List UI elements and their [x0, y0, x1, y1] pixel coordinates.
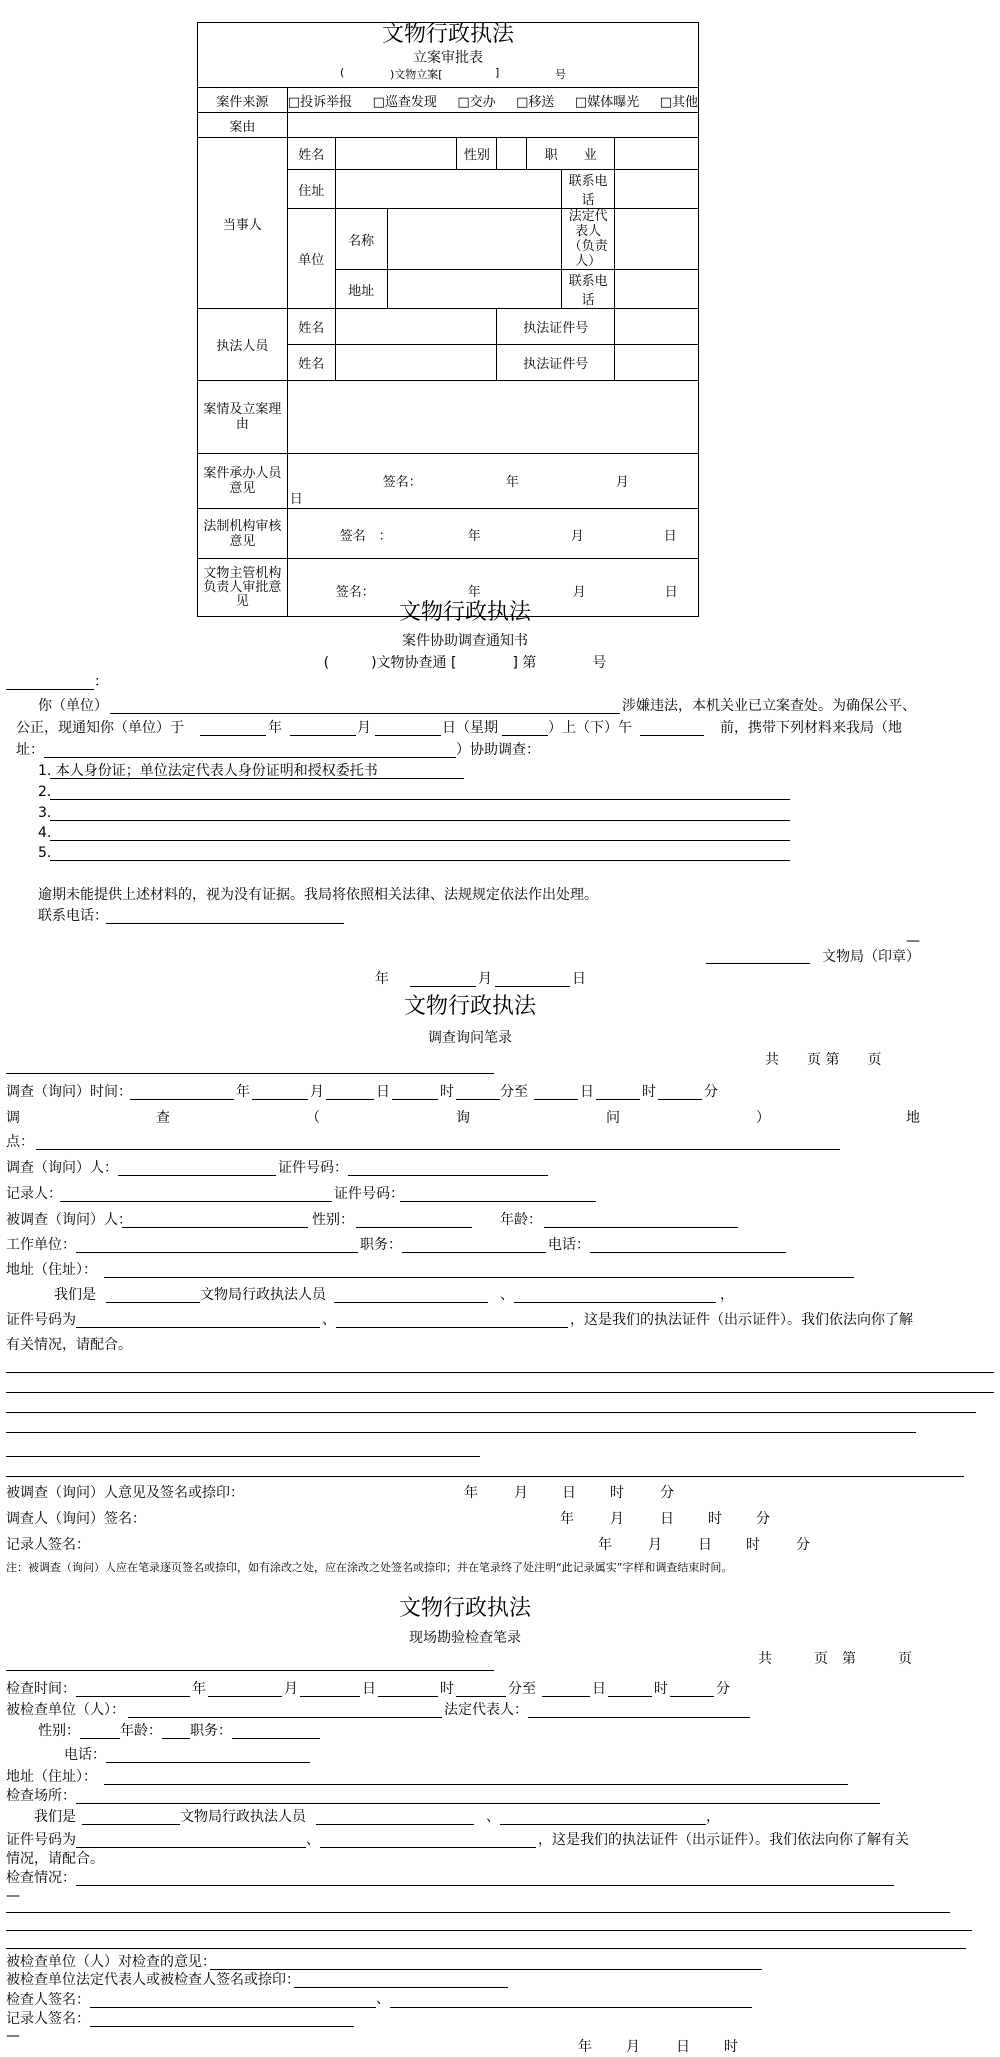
- s3-please: 有关情况，请配合。: [6, 1337, 132, 1353]
- s4-situation: 检查情况：: [6, 1870, 76, 1886]
- party-phone-field[interactable]: [615, 170, 699, 209]
- s2-item-3: 3.: [38, 805, 52, 821]
- review-day: 日: [663, 529, 677, 544]
- s3-op-h: 时: [610, 1485, 624, 1501]
- source-complaint[interactable]: □投诉举报: [287, 94, 353, 110]
- s2-phone-field[interactable]: [106, 923, 344, 924]
- s3-inv-m: 月: [610, 1511, 624, 1527]
- s1-docno-no: 号: [555, 68, 566, 81]
- handler-opinion-field[interactable]: [287, 454, 698, 509]
- s3-inv-h: 时: [708, 1511, 722, 1527]
- party-address-label: 住址: [287, 170, 335, 209]
- legal-review-field[interactable]: [287, 509, 698, 559]
- review-year: 年: [467, 529, 481, 544]
- s4-comma: ，: [706, 1809, 720, 1825]
- s4-sep: 、: [486, 1809, 500, 1825]
- unit-name-label: 名称: [335, 209, 387, 270]
- s2-p3a: 址：: [16, 742, 44, 758]
- s3-bureau: 文物局行政执法人员: [200, 1287, 326, 1303]
- s4-gender: 性别：: [38, 1723, 80, 1739]
- s2-p2a: 公正，现通知你（单位）于: [16, 720, 184, 736]
- s4-site: 检查场所：: [6, 1788, 76, 1804]
- party-occupation-field[interactable]: [615, 138, 699, 170]
- s4-time-min: 分至: [508, 1681, 536, 1697]
- s3-sep: 、: [500, 1287, 514, 1303]
- party-occupation-label: 职 业: [527, 138, 615, 170]
- s1-header-box: [197, 22, 699, 87]
- s4-age: 年龄：: [120, 1723, 162, 1739]
- handler-day: 日: [289, 492, 303, 507]
- s2-item-4: 4.: [38, 825, 52, 841]
- s3-workplace: 工作单位：: [6, 1237, 76, 1253]
- s4-checker-sign: 检查人签名：: [6, 1992, 90, 2008]
- legal-rep-field[interactable]: [615, 209, 699, 270]
- unit-name-field[interactable]: [387, 209, 562, 270]
- s2-item-1: 1. 本人身份证；单位法定代表人身份证明和授权委托书: [38, 763, 378, 779]
- s2-p2-year: 年: [268, 720, 282, 736]
- s3-interviewee: 被调查（询问）人：: [6, 1212, 132, 1228]
- s2-title: 文物行政执法: [398, 600, 531, 625]
- party-phone-label: 联系电话: [562, 170, 615, 209]
- s2-suspect-field[interactable]: [110, 713, 620, 714]
- party-gender-field[interactable]: [497, 138, 527, 170]
- s2-phone-label: 联系电话：: [38, 908, 108, 924]
- s3-comma: ，: [720, 1287, 734, 1303]
- s1-subtitle: 立案审批表: [413, 50, 483, 66]
- s3-op-d: 日: [562, 1485, 576, 1501]
- approval-day: 日: [664, 585, 678, 600]
- s3-we-are: 我们是: [54, 1287, 96, 1303]
- s4-time-h2: 时: [654, 1681, 668, 1697]
- s2-p2-noon: ）上（下）午: [548, 720, 632, 736]
- case-approval-table: [197, 87, 699, 617]
- s3-place-1: 查: [156, 1110, 170, 1126]
- enforcer2-name-field[interactable]: [335, 345, 497, 381]
- s3-place-end: 点：: [6, 1134, 34, 1150]
- s3-rec-sign: 记录人签名：: [6, 1537, 90, 1553]
- s4-intro: ，这是我们的执法证件（出示证件）。我们依法向你了解有关: [538, 1832, 909, 1848]
- s2-seal: 文物局（印章）: [822, 949, 920, 965]
- s4-certno: 证件号码为: [6, 1832, 76, 1848]
- s1-title: 文物行政执法: [381, 22, 514, 47]
- unit-address-label: 地址: [335, 270, 387, 309]
- s2-p2-month: 月: [357, 720, 371, 736]
- s4-time-y: 年: [192, 1681, 206, 1697]
- s3-rec-min: 分: [796, 1537, 810, 1553]
- s3-tel: 电话：: [548, 1237, 590, 1253]
- unit-phone-label: 联系电话: [562, 270, 615, 309]
- s4-address: 地址（住址）：: [6, 1769, 97, 1785]
- s4-legal: 法定代表人：: [444, 1702, 528, 1718]
- source-media[interactable]: □媒体曝光: [574, 94, 640, 110]
- s3-place-6: 地: [906, 1110, 920, 1126]
- case-reason-field[interactable]: [287, 381, 698, 454]
- s4-tel: 电话：: [64, 1747, 106, 1763]
- s3-recorder: 记录人：: [6, 1186, 62, 1202]
- enforcer2-cert-field[interactable]: [615, 345, 699, 381]
- enforcer1-cert-field[interactable]: [615, 309, 699, 345]
- s4-we-are: 我们是: [34, 1809, 76, 1825]
- s3-sep2: 、: [322, 1312, 336, 1328]
- s2-docno: ( )文物协查通 [ ] 第 号: [323, 655, 607, 671]
- s3-cert: 证件号码：: [278, 1160, 348, 1176]
- s2-colon: ：: [94, 674, 108, 690]
- s1-docno-bracket: ]: [495, 66, 500, 79]
- s3-note: 注：被调查（询问）人应在笔录逐页签名或捺印，如有涂改之处，应在涂改之处签名或捺印；并在笔录终了处注明“此记录属实”字样和调查结束时间。: [6, 1561, 733, 1574]
- s4-h: 时: [724, 2039, 738, 2055]
- s3-inv-sign: 调查人（询问）签名：: [6, 1511, 146, 1527]
- s3-investigator: 调查（询问）人：: [6, 1160, 118, 1176]
- handler-opinion-label: 案件承办人员意见: [198, 454, 288, 509]
- s2-date-year: 年: [375, 971, 389, 987]
- s4-opinion: 被检查单位（人）对检查的意见：: [6, 1954, 216, 1970]
- enforcer1-cert-label: 执法证件号: [497, 309, 615, 345]
- s4-dash: —: [6, 1888, 20, 1904]
- approval-year: 年: [467, 585, 481, 600]
- s3-inv-d: 日: [660, 1511, 674, 1527]
- s3-op-min: 分: [660, 1485, 674, 1501]
- s4-rec-sign: 记录人签名：: [6, 2011, 90, 2027]
- unit-phone-field[interactable]: [615, 270, 699, 309]
- s3-time-h2: 时: [642, 1084, 656, 1100]
- s3-op-m: 月: [514, 1485, 528, 1501]
- case-cause-label: 案由: [198, 113, 288, 138]
- source-assigned[interactable]: □交办: [457, 94, 496, 110]
- s3-rec-d: 日: [698, 1537, 712, 1553]
- head-approval-label: 文物主管机构负责人审批意见: [198, 559, 288, 617]
- s2-p2-end: 前，携带下列材料来我局（地: [720, 720, 902, 736]
- case-cause-field[interactable]: [287, 113, 698, 138]
- s4-d: 日: [676, 2039, 690, 2055]
- enforcer2-cert-label: 执法证件号: [497, 345, 615, 381]
- s3-place-4: 问: [606, 1110, 620, 1126]
- s4-dash2: —: [6, 2028, 20, 2044]
- s3-title: 文物行政执法: [403, 994, 536, 1019]
- s3-gender: 性别：: [312, 1212, 354, 1228]
- s3-certno: 证件号码为: [6, 1312, 76, 1328]
- s3-time-h: 时: [440, 1084, 454, 1100]
- s3-place-2: （: [306, 1110, 320, 1126]
- unit-address-field[interactable]: [387, 270, 562, 309]
- review-sign: 签名 ：: [339, 529, 392, 544]
- case-reason-label: 案情及立案理由: [198, 381, 288, 454]
- s4-position: 职务：: [190, 1723, 232, 1739]
- s4-time-label: 检查时间：: [6, 1681, 76, 1697]
- handler-sign: 签名：: [382, 475, 422, 490]
- party-unit-label: 单位: [287, 209, 335, 309]
- approval-sign: 签名：: [335, 585, 375, 600]
- s3-pages: 共 页 第 页: [765, 1052, 882, 1068]
- s2-subtitle: 案件协助调查通知书: [402, 633, 528, 649]
- handler-month: 月: [615, 475, 629, 490]
- handler-year: 年: [505, 475, 519, 490]
- s4-dot: 、: [376, 1991, 390, 2007]
- s3-address: 地址（住址）：: [6, 1262, 97, 1278]
- s4-y: 年: [578, 2039, 592, 2055]
- s3-rec-m: 月: [648, 1537, 662, 1553]
- source-patrol[interactable]: □巡查发现: [372, 94, 437, 110]
- s3-intro: ，这是我们的执法证件（出示证件）。我们依法向你了解: [570, 1312, 913, 1328]
- s2-warning: 逾期未能提供上述材料的，视为没有证据。我局将依照相关法律、法规规定依法作出处理。: [38, 887, 598, 903]
- s4-unit: 被检查单位（人）：: [6, 1702, 125, 1718]
- source-other[interactable]: □其他: [659, 94, 698, 110]
- enforcer2-name-label: 姓名: [287, 345, 335, 381]
- party-label: 当事人: [198, 138, 288, 309]
- s3-time-label: 调查（询问）时间：: [6, 1084, 132, 1100]
- s4-bureau: 文物局行政执法人员: [180, 1809, 306, 1825]
- party-address-field[interactable]: [335, 170, 561, 209]
- party-name-label: 姓名: [287, 138, 335, 170]
- s3-place-row: [6, 1109, 920, 1127]
- s4-m: 月: [626, 2039, 640, 2055]
- s2-item-2: 2.: [38, 784, 52, 800]
- s3-position: 职务：: [360, 1237, 402, 1253]
- s3-time-d2: 日: [580, 1084, 594, 1100]
- s3-inv-min: 分: [756, 1511, 770, 1527]
- s2-p3b: ）协助调查：: [456, 742, 540, 758]
- s1-docno-mid: )文物立案[: [390, 68, 443, 81]
- legal-rep-label: 法定代表人（负责人）: [562, 209, 615, 270]
- s3-time-min: 分至: [500, 1084, 528, 1100]
- s3-inv-y: 年: [560, 1511, 574, 1527]
- s3-time-m: 月: [310, 1084, 324, 1100]
- s3-time-min2: 分: [704, 1084, 718, 1100]
- s4-time-h: 时: [440, 1681, 454, 1697]
- s4-time-m: 月: [284, 1681, 298, 1697]
- enforcer-label: 执法人员: [198, 309, 288, 381]
- s2-item-5: 5.: [38, 845, 52, 861]
- case-source-label: 案件来源: [198, 88, 288, 113]
- s4-sep2: 、: [306, 1832, 320, 1848]
- s3-age: 年龄：: [500, 1212, 542, 1228]
- s2-p1a: 你（单位）: [38, 698, 108, 714]
- s3-time-y: 年: [236, 1084, 250, 1100]
- s3-rec-h: 时: [746, 1537, 760, 1553]
- s4-rep-sign: 被检查单位法定代表人或被检查人签名或捺印：: [6, 1972, 300, 1988]
- review-month: 月: [570, 529, 584, 544]
- s3-op-y: 年: [464, 1485, 478, 1501]
- s4-title: 文物行政执法: [398, 1596, 531, 1621]
- s2-p1b: 涉嫌违法，本机关业已立案查处。为确保公平、: [622, 698, 916, 714]
- source-transfer[interactable]: □移送: [516, 94, 555, 110]
- s4-time-d2: 日: [592, 1681, 606, 1697]
- party-gender-label: 性别: [457, 138, 497, 170]
- enforcer1-name-label: 姓名: [287, 309, 335, 345]
- enforcer1-name-field[interactable]: [335, 309, 497, 345]
- s2-p2-day: 日（星期: [442, 720, 498, 736]
- s2-dash: —: [906, 933, 920, 949]
- s3-place-0: 调: [6, 1110, 20, 1126]
- s3-place-5: ）: [756, 1110, 770, 1126]
- s3-cert2: 证件号码：: [334, 1186, 404, 1202]
- s4-time-d: 日: [362, 1681, 376, 1697]
- s3-place-3: 询: [456, 1110, 470, 1126]
- approval-month: 月: [572, 585, 586, 600]
- s3-place-field[interactable]: [36, 1149, 840, 1150]
- s3-rec-y: 年: [598, 1537, 612, 1553]
- s4-please: 情况，请配合。: [6, 1851, 104, 1867]
- s4-pages: 共 页 第 页: [758, 1651, 912, 1667]
- s3-opinion: 被调查（询问）人意见及签名或捺印：: [6, 1485, 244, 1501]
- party-name-field[interactable]: [335, 138, 457, 170]
- s3-time-d: 日: [376, 1084, 390, 1100]
- s2-date-month: 月: [478, 971, 492, 987]
- legal-review-label: 法制机构审核意见: [198, 509, 288, 559]
- s3-subtitle: 调查询问笔录: [428, 1030, 512, 1046]
- s4-time-min2: 分: [716, 1681, 730, 1697]
- s2-date-day: 日: [572, 971, 586, 987]
- s4-subtitle: 现场勘验检查笔录: [409, 1630, 521, 1646]
- s1-docno-left: (: [340, 66, 345, 79]
